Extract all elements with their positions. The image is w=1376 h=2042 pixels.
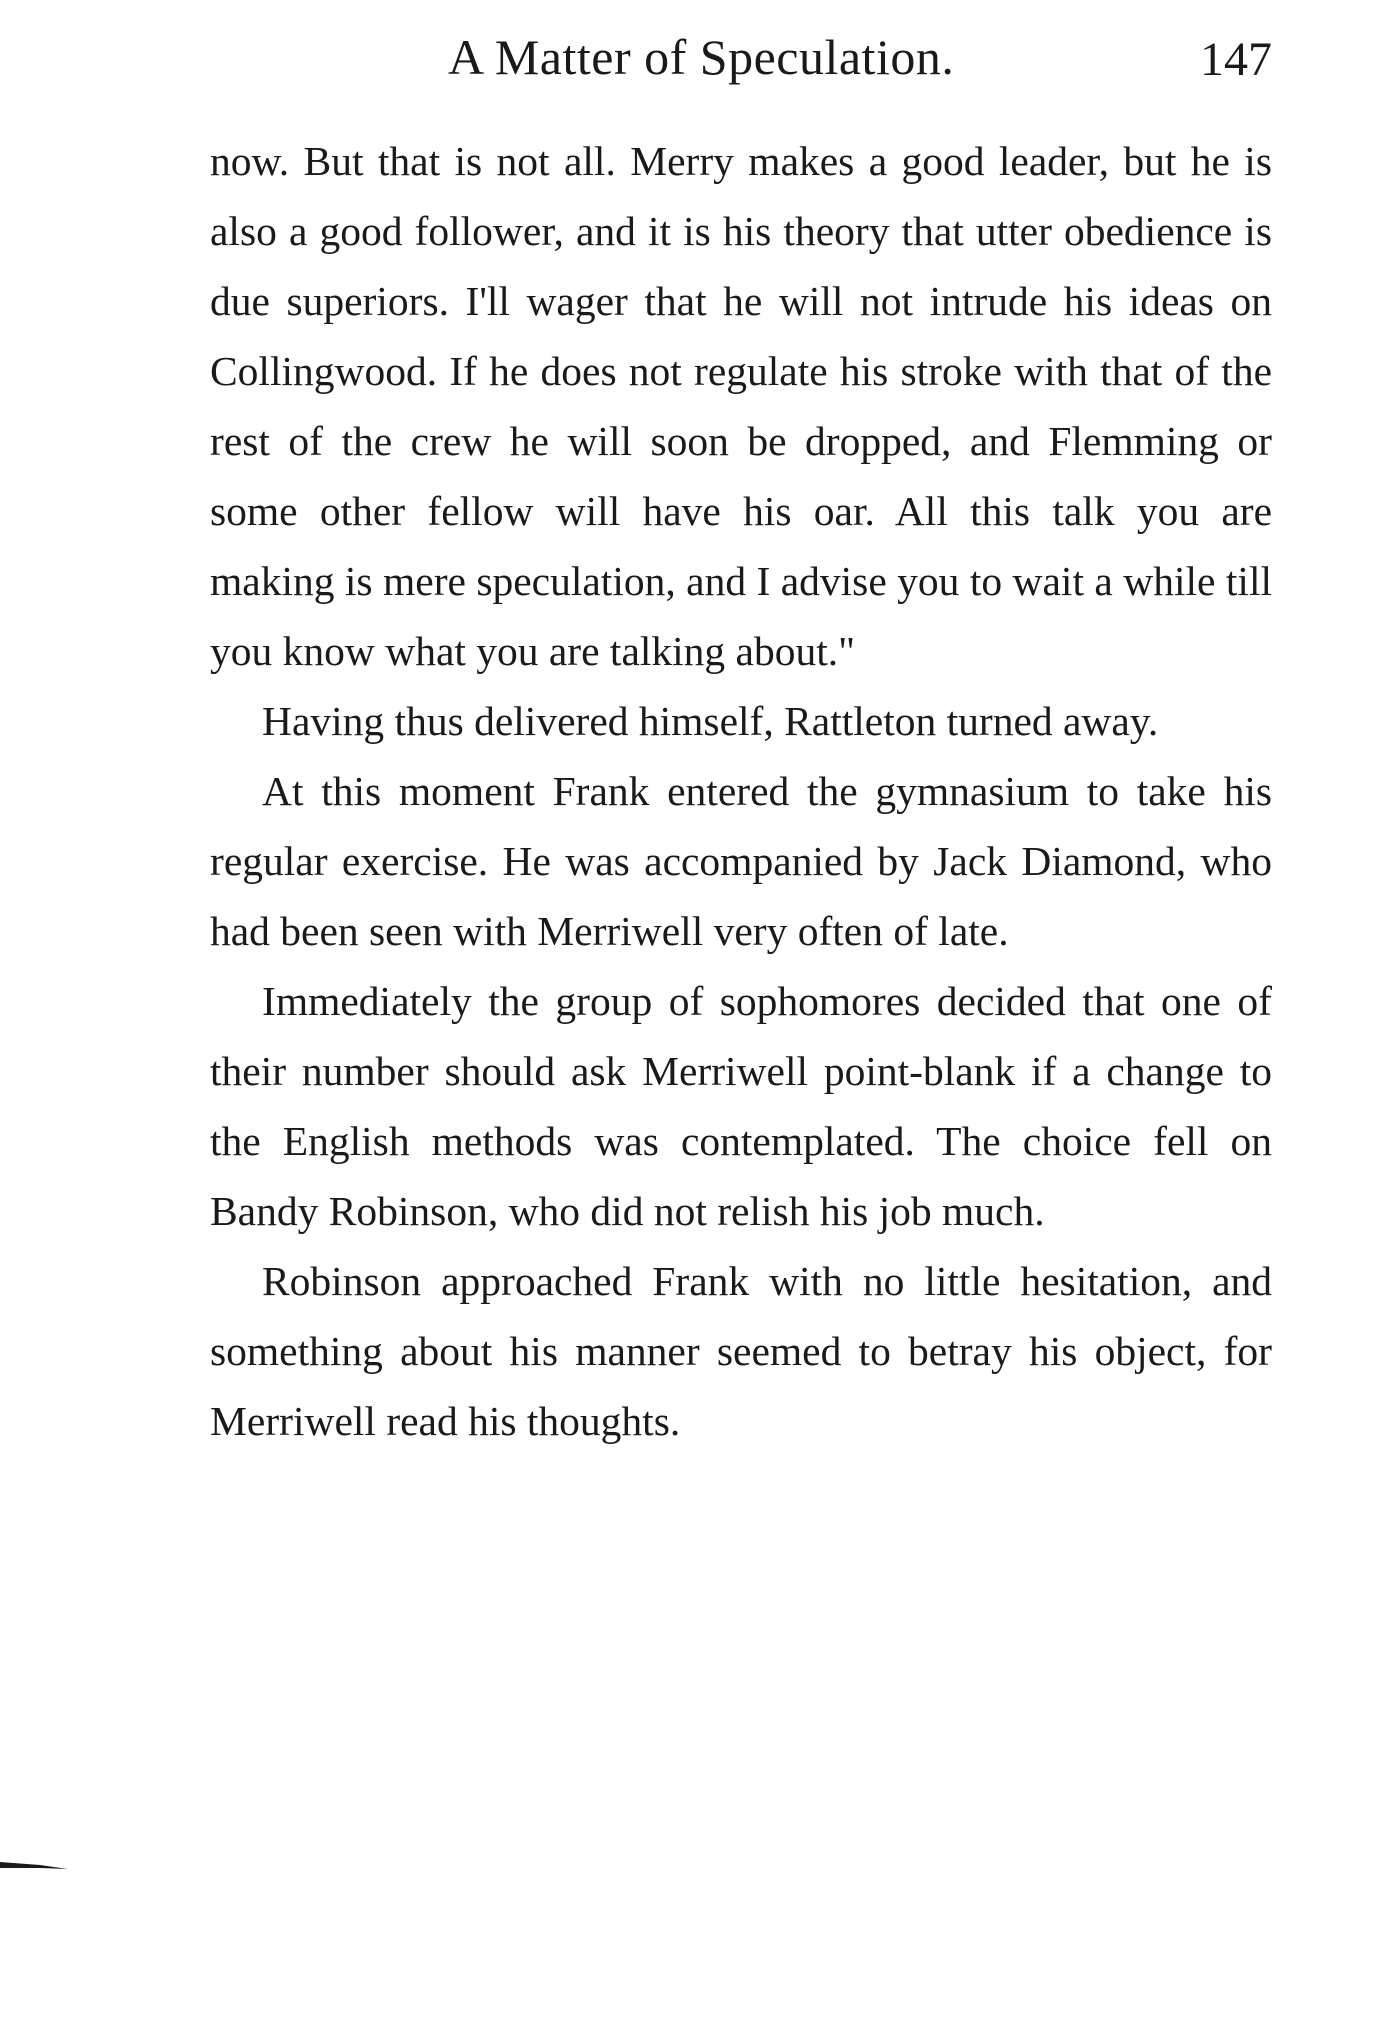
page-number: 147: [1200, 33, 1272, 86]
paragraph: At this moment Frank entered the gymnasium to take his regular exercise. He was accompanied by Jack Diamond, who had been seen with Merriwell very often of late.: [210, 768, 1272, 954]
running-head: [210, 28, 1272, 98]
running-title: A Matter of Speculation.: [448, 29, 955, 85]
body-text: [210, 126, 1272, 1456]
paragraph: Robinson approached Frank with no little hesitation, and something about his manner seemed to betray his object, for Merriwell read his thoughts.: [210, 1258, 1272, 1444]
paragraph-continued: now. But that is not all. Merry makes a good leader, but he is also a good follower, and it is his theory that utter obedience is due superiors. I'll wager that he will not intrude his ideas on Collingwood. If he does not regulate his stroke with that of the rest of the crew he will soon be dropped, and Flemming or some other fellow will have his oar. All this talk you are making is mere speculation, and I advise you to wait a while till you know what you are talking about.": [210, 138, 1272, 674]
page-edge-mark: [0, 1858, 68, 1872]
paragraph: Having thus delivered himself, Rattleton turned away.: [262, 698, 1159, 744]
paragraph: Immediately the group of sophomores decided that one of their number should ask Merriwell point-blank if a change to the English methods was contemplated. The choice fell on Bandy Robinson, who did not relish his job much.: [210, 978, 1272, 1234]
